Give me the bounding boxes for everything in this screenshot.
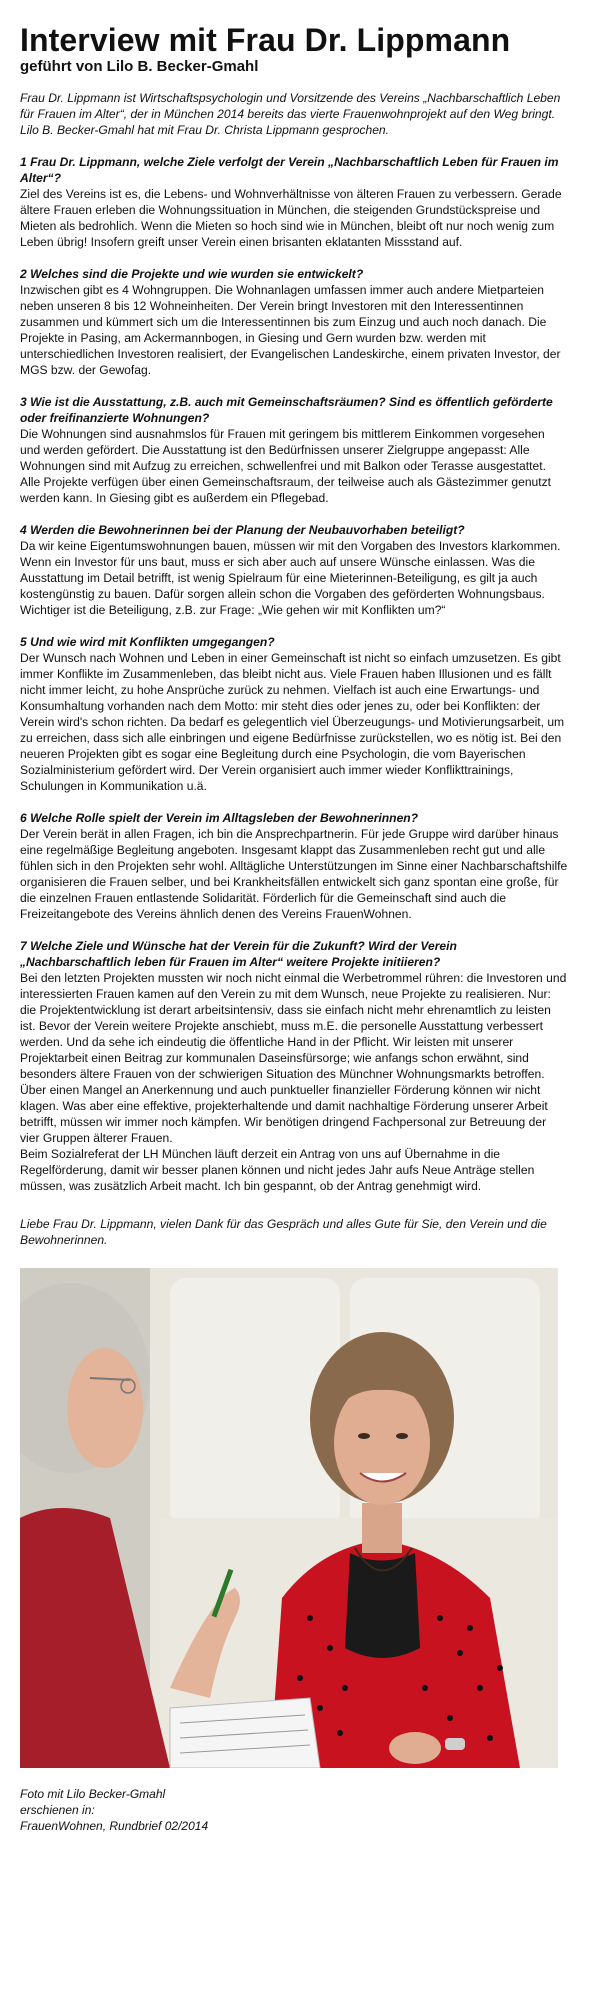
interview-section-6	[20, 810, 568, 922]
interview-photo	[20, 1268, 558, 1768]
interview-section-1	[20, 154, 568, 250]
page-title: Interview mit Frau Dr. Lippmann	[20, 22, 511, 58]
question-2: 2 Welches sind die Projekte und wie wurden sie entwickelt?	[20, 267, 364, 281]
intro-paragraph: Frau Dr. Lippmann ist Wirtschaftspsychologin und Vorsitzende des Vereins „Nachbarschaftlich Leben für Frauen im Alter“, der in München 2014 bereits das vierte Frauenwohnprojekt auf den Weg bringt. Lilo B. Becker-Gmahl hat mit Frau Dr. Christa Lippmann gesprochen.	[20, 91, 561, 137]
answer-5: Der Wunsch nach Wohnen und Leben in einer Gemeinschaft ist nicht so einfach umzusetzen. Es gibt immer Konflikte im Zusammenleben, das bleibt nicht aus. Viele Frauen haben Illusionen und es fällt nicht immer leicht, zu hohe Ansprüche zurück zu nehmen. Vielfach ist auch eine Erwartungs- und Konsumhaltung vorhanden nach dem Motto: mir steht dies oder jenes zu, oder bei Konflikten: der Verein wird's schon richten. Da bedarf es gelegentlich viel Überzeugungs- und Motivierungsarbeit, um zu erreichen, dass sich alle einbringen und eigene Bedürfnisse zurückstellen, wo es nötig ist. Bei den neueren Projekten gibt es sogar eine Begleitung durch eine Psychologin, die vom Bayerischen Sozialministerium gefördert wird. Der Verein organisiert auch immer wieder Konflikttrainings, Schulungen in Kommunikation u.ä.	[20, 651, 565, 793]
question-7: 7 Welche Ziele und Wünsche hat der Verein für die Zukunft? Wird der Verein „Nachbarschaftlich leben für Frauen im Alter“ weitere Projekte initiieren?	[20, 939, 457, 969]
caption-line-2: erschienen in:	[20, 1803, 95, 1817]
answer-3: Die Wohnungen sind ausnahmslos für Frauen mit geringem bis mittlerem Einkommen vorgesehen und werden gefördert. Die Ausstattung ist den Bedürfnissen unserer Zielgruppe angepasst: Alle Wohnungen sind mit Aufzug zu erreichen, schwellenfrei und mit Balkon oder Terasse ausgestattet. Alle Projekte verfügen über einen Gemeinschaftsraum, der teilweise auch als Gästezimmer genutzt werden kann. In Giesing gibt es außerdem ein Pflegebad.	[20, 427, 552, 505]
question-5: 5 Und wie wird mit Konflikten umgegangen?	[20, 635, 275, 649]
question-6: 6 Welche Rolle spielt der Verein im Alltagsleben der Bewohnerinnen?	[20, 811, 419, 825]
photo-caption	[20, 1786, 568, 1834]
question-3: 3 Wie ist die Ausstattung, z.B. auch mit Gemeinschaftsräumen? Sind es öffentlich geförderte oder freifinanzierte Wohnungen?	[20, 395, 553, 425]
answer-6: Der Verein berät in allen Fragen, ich bin die Ansprechpartnerin. Für jede Gruppe wird darüber hinaus eine regelmäßige Begleitung angeboten. Insgesamt klappt das Zusammenleben recht gut und alle fühlen sich in den Projekten sehr wohl. Alltägliche Unterstützungen im Sinne einer Nachbarschaftshilfe organisieren die Frauen selber, und bei Krankheitsfällen entwickelt sich ganz spontan eine große, für die einzelnen Frauen entlastende Solidarität. Förderlich für die Gemeinschaft sind auch die Freizeitangebote des Vereins ähnlich denen des Vereins FrauenWohnen.	[20, 827, 568, 921]
caption-line-3: FrauenWohnen, Rundbrief 02/2014	[20, 1819, 209, 1833]
interview-section-7	[20, 938, 568, 1194]
answer-7: Bei den letzten Projekten mussten wir noch nicht einmal die Werbetrommel rühren: die Investoren und interessierten Frauen kamen auf den Verein zu mit dem Wunsch, neue Projekte zu realisieren. Nur: die Projektentwicklung ist derart arbeitsintensiv, dass sie einfach nicht mehr ehrenamtlich zu leisten ist. Bevor der Verein weitere Projekte anschiebt, muss m.E. die personelle Ausstattung verbessert werden. Und da sehe ich eindeutig die öffentliche Hand in der Pflicht. Wir leisten mit unserer Projektarbeit einen Beitrag zur kommunalen Daseinsfürsorge; wie anfangs schon erwähnt, sind besonders ältere Frauen von der schwierigen Situation des Münchner Wohnungsmarkts betroffen.	[20, 971, 567, 1081]
answer-7-part-3: Beim Sozialreferat der LH München läuft derzeit ein Antrag von uns auf Übernahme in die Regelförderung, damit wir besser planen können und nicht jedes Jahr aufs Neue Anträge stellen müssen, was zusätzlich Arbeit macht. Ich bin gespannt, ob der Antrag genehmigt wird.	[20, 1147, 535, 1193]
interview-section-4	[20, 522, 568, 618]
question-1: 1 Frau Dr. Lippmann, welche Ziele verfolgt der Verein „Nachbarschaftlich Leben für Frauen im Alter“?	[20, 155, 559, 185]
interview-section-5	[20, 634, 568, 794]
answer-1: Ziel des Vereins ist es, die Lebens- und Wohnverhältnisse von älteren Frauen zu verbessern. Gerade ältere Frauen erleben die Wohnungssituation in München, die steigenden Grundstückspreise und Mieten als bedrohlich. Wenn die Mieten so hoch sind wie in München, bleibt oft nur noch wenig zum Leben übrig! Insofern greift unser Verein einen brisanten eklatanten Missstand auf.	[20, 187, 562, 249]
byline: geführt von Lilo B. Becker-Gmahl	[20, 58, 259, 75]
answer-7-part-2: Über einen Mangel an Anerkennung und auch punktueller finanzieller Förderung können wir nicht klagen. Was aber eine effektive, projekterhaltende und damit nachhaltige Förderung unserer Arbeit betrifft, müssen wir immer noch kämpfen. Wir benötigen dringend Fachpersonal zur Betreuung der vier Gruppen älterer Frauen.	[20, 1083, 548, 1145]
question-4: 4 Werden die Bewohnerinnen bei der Planung der Neubauvorhaben beteiligt?	[20, 523, 465, 537]
caption-line-1: Foto mit Lilo Becker-Gmahl	[20, 1787, 166, 1801]
answer-2: Inzwischen gibt es 4 Wohngruppen. Die Wohnanlagen umfassen immer auch andere Mietparteien neben unseren 8 bis 12 Wohneinheiten. Der Verein bringt Investoren mit den Interessentinnen zusammen und kümmert sich um die Interessentinnen bis zum Einzug und auch noch danach. Die Projekte in Pasing, am Ackermannbogen, in Giesing und Gern wurden bzw. werden mit unterschiedlichen Investoren realisiert, der Evangelischen Landeskirche, einem privaten Investor, der MGS bzw. der Gewofag.	[20, 283, 561, 377]
interview-section-3	[20, 394, 568, 506]
article	[20, 22, 568, 1834]
interview-section-2	[20, 266, 568, 378]
closing-remark: Liebe Frau Dr. Lippmann, vielen Dank für das Gespräch und alles Gute für Sie, den Verein und die Bewohnerinnen.	[20, 1217, 547, 1247]
answer-4: Da wir keine Eigentumswohnungen bauen, müssen wir mit den Vorgaben des Investors klarkommen. Wenn ein Investor für uns baut, muss er sich aber auch auf unsere Wünsche einlassen. Was die Ausstattung im Detail betrifft, ist wenig Spielraum für eine Mieterinnen-Beteiligung, es gilt ja auch kostengünstig zu bauen. Dafür sorgen allein schon die Vorgaben des geförderten Wohnungsbaus. Wichtiger ist die Beteiligung, z.B. zur Frage: „Wie gehen wir mit Konflikten um?“	[20, 539, 561, 617]
